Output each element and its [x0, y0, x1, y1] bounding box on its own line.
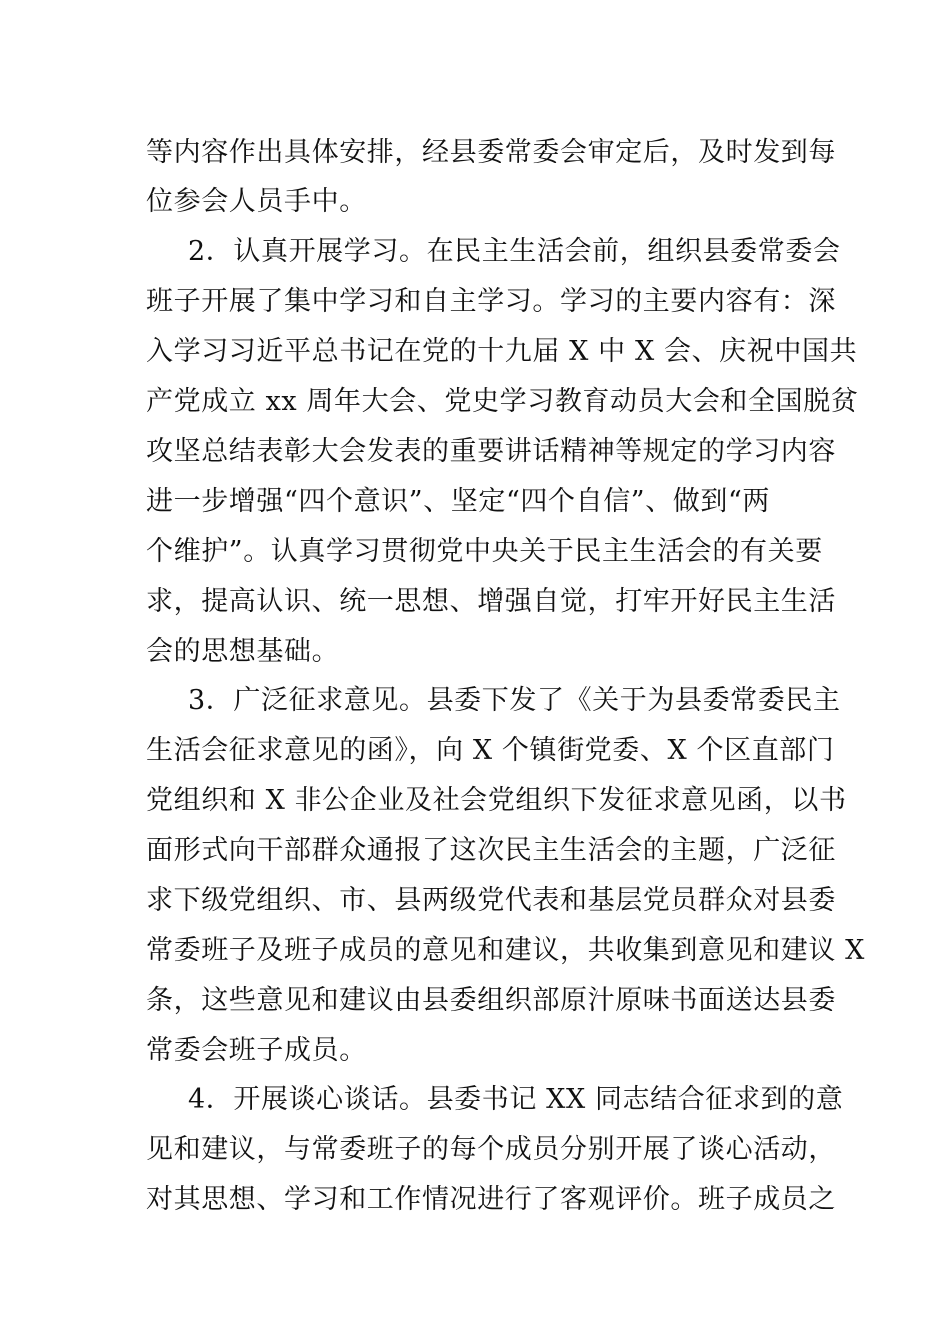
text-line-20: 4．开展谈心谈话。县委书记 XX 同志结合征求到的意 [188, 1084, 844, 1115]
text-line-1: 等内容作出具体安排，经县委常委会审定后，及时发到每 [146, 137, 836, 168]
text-line-17: 常委班子及班子成员的意见和建议，共收集到意见和建议 X [146, 935, 866, 966]
text-line-18: 条，这些意见和建议由县委组织部原汁原味书面送达县委 [146, 985, 836, 1016]
text-line-15: 面形式向干部群众通报了这次民主生活会的主题，广泛征 [146, 835, 836, 866]
text-line-6: 产党成立 xx 周年大会、党史学习教育动员大会和全国脱贫 [146, 386, 859, 417]
text-line-19: 常委会班子成员。 [146, 1035, 367, 1066]
text-line-9: 个维护”。认真学习贯彻党中央关于民主生活会的有关要 [146, 536, 823, 567]
text-line-7: 攻坚总结表彰大会发表的重要讲话精神等规定的学习内容 [146, 436, 836, 467]
text-line-10: 求，提高认识、统一思想、增强自觉，打牢开好民主生活 [146, 586, 836, 617]
text-line-2: 位参会人员手中。 [146, 186, 367, 217]
text-line-4: 班子开展了集中学习和自主学习。学习的主要内容有：深 [146, 286, 836, 317]
text-line-12: 3．广泛征求意见。县委下发了《关于为县委常委民主 [188, 685, 841, 716]
text-line-13: 生活会征求意见的函》，向 X 个镇街党委、X 个区直部门 [146, 735, 835, 766]
text-line-11: 会的思想基础。 [146, 636, 340, 667]
text-line-3: 2．认真开展学习。在民主生活会前，组织县委常委会 [188, 236, 841, 267]
text-line-22: 对其思想、学习和工作情况进行了客观评价。班子成员之 [146, 1184, 836, 1215]
text-line-21: 见和建议，与常委班子的每个成员分别开展了谈心活动， [146, 1134, 836, 1165]
text-line-16: 求下级党组织、市、县两级党代表和基层党员群众对县委 [146, 885, 836, 916]
text-line-8: 进一步增强“四个意识”、坚定“四个自信”、做到“两 [146, 486, 771, 517]
text-line-14: 党组织和 X 非公企业及社会党组织下发征求意见函，以书 [146, 785, 847, 816]
text-line-5: 入学习习近平总书记在党的十九届 X 中 X 会、庆祝中国共 [146, 336, 858, 367]
